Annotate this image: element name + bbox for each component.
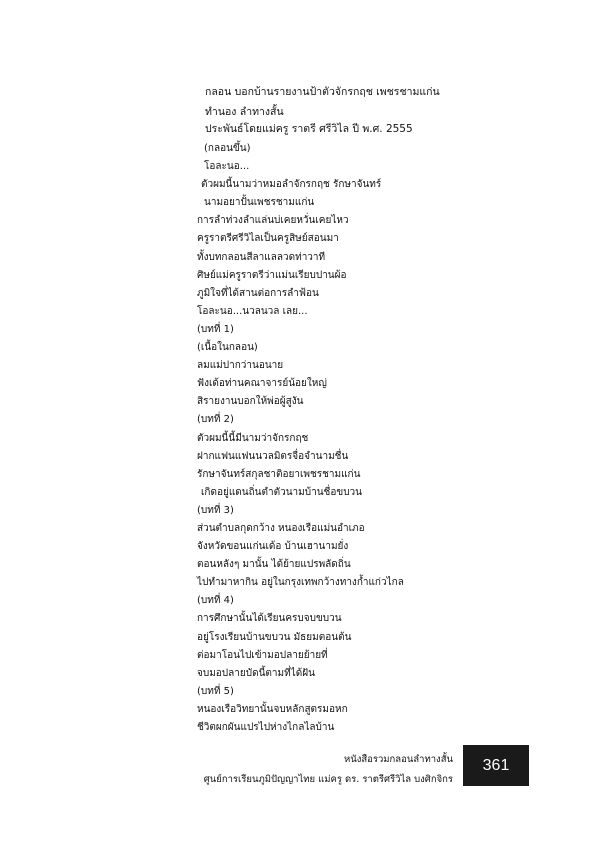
poem-line: (บทที่ 1) bbox=[197, 323, 234, 335]
poem-line: จบมอปลายบัดนี้ตามที่ได้ฝัน bbox=[197, 667, 315, 679]
poem-line: รักษาจันทร์สกุลชาติอยาเพชรชามแก่น bbox=[197, 468, 361, 480]
poem-line: เกิดอยู่แดนถิ่นตำตัวนามบ้านชื่อขบวน bbox=[201, 486, 362, 498]
poem-line: ส่วนตำบลกุดกว้าง หนองเรือแม่นอำเภอ bbox=[197, 522, 365, 534]
page-number bbox=[463, 745, 529, 786]
poem-line: ลมแม่ปากว่านอนาย bbox=[197, 360, 284, 372]
page-number-label: 361 bbox=[482, 756, 510, 774]
footer-book-title: หนังสือรวมกลอนลำทางสั้น bbox=[343, 754, 453, 765]
poem-line: (บทที่ 4) bbox=[197, 595, 234, 607]
poem-line: ไปทำมาหากิน อยู่ในกรุงเทพกว้างทางก้ำแก่วไกล bbox=[197, 577, 404, 589]
poem-line: การศึกษานั้นได้เรียนครบจบขบวน bbox=[197, 613, 342, 625]
poem-melody: ทำนอง ลำทางสั้น bbox=[205, 106, 284, 118]
poem-line: จังหวัดขอนแก่นเด้อ บ้านเฮานามยั่ง bbox=[197, 541, 349, 553]
poem-line: โอละนอ... bbox=[204, 161, 250, 173]
poem-line: (กลอนขึ้น) bbox=[204, 143, 251, 154]
poem-line: นามอยาปั้นเพชรชามแก่น bbox=[204, 197, 315, 209]
poem-line: ครูราตรีศรีวิไลเป็นครูสิษย์สอนมา bbox=[197, 233, 339, 245]
poem-line: (บทที่ 2) bbox=[197, 414, 234, 426]
poem-line: ศิษย์แม่ครูราตรีว่าแม่นเรียบปานผ้อ bbox=[197, 269, 347, 281]
poem-line: อยู่โรงเรียนบ้านขบวน มัธยมตอนต้น bbox=[197, 631, 352, 643]
footer-center-name: ศูนย์การเรียนภูมิปัญญาไทย แม่ครู ดร. ราตรีศรีวิไล บงศิกจิกร bbox=[203, 774, 453, 785]
poem-line: ฟังเด้อท่านคณาจารย์น้อยใหญ่ bbox=[197, 378, 327, 390]
poem-line: ตัวผมนี้นี้มีนามว่าจักรกฤช bbox=[197, 432, 309, 444]
poem-line: การลำท่วงลำแล่นบ่เคยหวั่นเคยไหว bbox=[197, 215, 349, 227]
poem-line: สิรายงานบอกให้พ่อผู้สูงัน bbox=[197, 396, 304, 408]
poem-author: ประพันธ์โดยแม่ครู ราตรี ศรีวิไล ปี พ.ศ. 2555 bbox=[205, 123, 413, 135]
poem-line: โอละนอ...นวลนวล เลย... bbox=[197, 305, 308, 317]
poem-body bbox=[197, 140, 404, 737]
poem-line: ภูมิใจที่ได้สานต่อการลำฟ้อน bbox=[197, 287, 319, 299]
poem-line: ทั้งบทกลอนสีลาแลลวดท่าวาที bbox=[197, 251, 326, 263]
poem-line: ชีวิตผกผันแปรไปห่างไกลไลบ้าน bbox=[197, 722, 335, 733]
poem-line: ต่อมาโอนไปเข้ามอปลายย้ายที่ bbox=[197, 649, 328, 661]
poem-line: (บทที่ 3) bbox=[197, 504, 234, 516]
poem-line: ตอนหลังๆ มานั้น ได้ย้ายแปรพลัดถิ่น bbox=[197, 559, 351, 571]
poem-line: หนองเรือวิทยานั้นจบหลักสูตรมอหก bbox=[197, 703, 348, 715]
poem-line: ฝากแฟนแฟนนวลมิตรจื่อจำนามชื่น bbox=[197, 450, 349, 462]
poem-title: กลอน บอกบ้านรายงานป้าตัวจักรกฤช เพชรชามแก่น bbox=[205, 86, 440, 98]
poem-line: (บทที่ 5) bbox=[197, 685, 234, 697]
poem-line: (เนื้อในกลอน) bbox=[197, 342, 258, 354]
poem-line: ตัวผมนี้นามว่าหมอลำจักรกฤช รักษาจันทร์ bbox=[201, 179, 382, 191]
